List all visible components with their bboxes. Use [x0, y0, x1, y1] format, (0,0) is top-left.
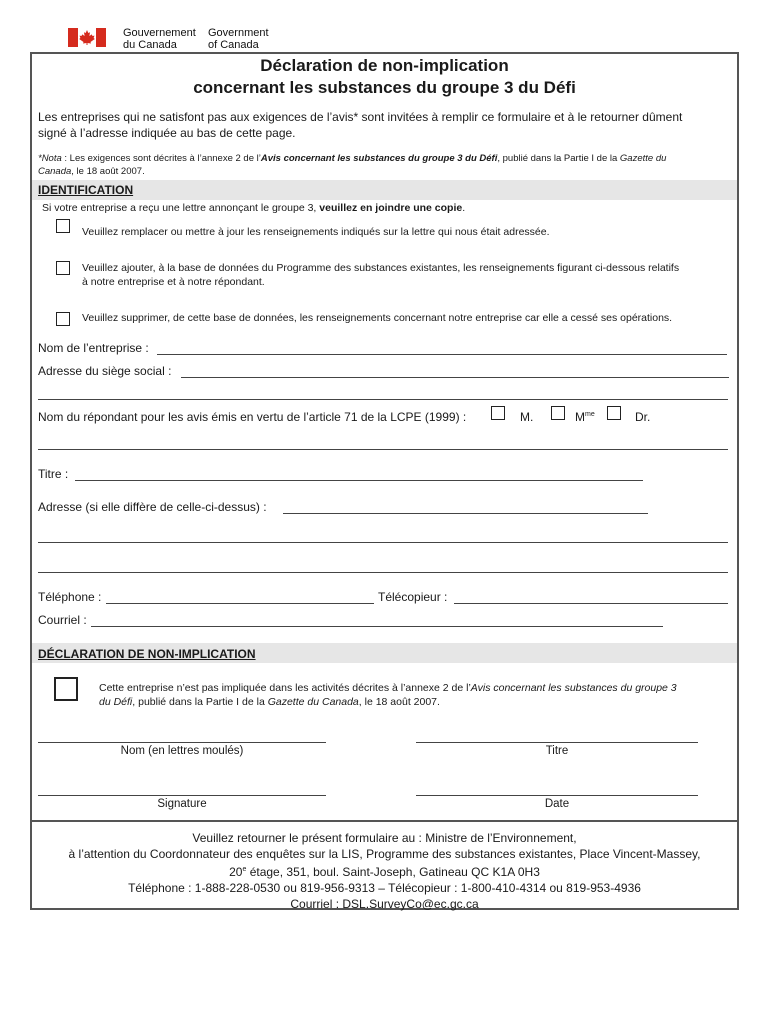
- non-involvement-checkbox[interactable]: [54, 677, 78, 701]
- identification-lead: Si votre entreprise a reçu une lettre annonçant le groupe 3, veuillez en joindre une copie.: [42, 202, 466, 214]
- alt-address-label: Adresse (si elle diffère de celle-ci-dessus) :: [38, 500, 267, 514]
- date-field[interactable]: [416, 795, 698, 796]
- email-label: Courriel :: [38, 613, 87, 627]
- head-office-address-label: Adresse du siège social :: [38, 364, 172, 378]
- phone-field[interactable]: [106, 603, 374, 604]
- signer-title-field[interactable]: [416, 742, 698, 743]
- declaration-heading: DÉCLARATION DE NON-IMPLICATION: [38, 647, 256, 661]
- phone-label: Téléphone :: [38, 590, 102, 604]
- title-dr-label: Dr.: [635, 410, 651, 424]
- job-title-label: Titre :: [38, 467, 69, 481]
- email-field[interactable]: [91, 626, 663, 627]
- footer-email: Courriel : DSL.SurveyCo@ec.gc.ca: [290, 897, 479, 911]
- company-name-label: Nom de l’entreprise :: [38, 341, 149, 355]
- footer-line-2: à l’attention du Coordonnateur des enquêtes sur la LIS, Programme des substances existantes, Place Vincent-Massey,: [68, 847, 701, 861]
- head-office-address-field-2[interactable]: [38, 399, 728, 400]
- option-add-checkbox[interactable]: [56, 261, 70, 275]
- title-dr-checkbox[interactable]: [607, 406, 621, 420]
- option-update-text: Veuillez remplacer ou mettre à jour les renseignements indiqués sur la lettre qui nous était adressée.: [82, 226, 550, 238]
- head-office-address-field[interactable]: [181, 377, 729, 378]
- fax-label: Télécopieur :: [378, 590, 448, 604]
- footer-line-4: Téléphone : 1-888-228-0530 ou 819-956-9313 – Télécopieur : 1-800-410-4314 ou 819-953-4936: [128, 881, 641, 895]
- printed-name-field[interactable]: [38, 742, 326, 743]
- title-mme-checkbox[interactable]: [551, 406, 565, 420]
- printed-name-caption: Nom (en lettres moulés): [120, 745, 244, 757]
- gov-name-fr: Gouvernement du Canada: [123, 27, 196, 51]
- form-title-line-1: Déclaration de non-implication: [260, 56, 509, 75]
- title-m-checkbox[interactable]: [491, 406, 505, 420]
- company-name-field[interactable]: [157, 354, 727, 355]
- identification-band: [32, 180, 737, 200]
- canada-flag-icon: [68, 28, 106, 47]
- fax-field[interactable]: [454, 603, 728, 604]
- form-title-line-2: concernant les substances du groupe 3 du Défi: [193, 78, 576, 97]
- intro-text: Les entreprises qui ne satisfont pas aux exigences de l’avis* sont invitées à remplir ce formulaire et à le retourner dûment signé à l’adresse indiquée au bas de cette page.: [38, 110, 683, 140]
- footer-line-3: 20e étage, 351, boul. Saint-Joseph, Gatineau QC K1A 0H3: [229, 865, 540, 879]
- alt-address-field-2[interactable]: [38, 542, 728, 543]
- alt-address-field[interactable]: [283, 513, 648, 514]
- option-update-checkbox[interactable]: [56, 219, 70, 233]
- footer-line-1: Veuillez retourner le présent formulaire au : Ministre de l’Environnement,: [192, 831, 577, 845]
- title-m-label: M.: [520, 410, 534, 424]
- date-caption: Date: [544, 798, 570, 810]
- job-title-field[interactable]: [75, 480, 643, 481]
- signature-field[interactable]: [38, 795, 326, 796]
- option-delete-checkbox[interactable]: [56, 312, 70, 326]
- respondent-label: Nom du répondant pour les avis émis en vertu de l’article 71 de la LCPE (1999) :: [38, 410, 467, 424]
- declaration-statement: Cette entreprise n’est pas impliquée dans les activités décrites à l’annexe 2 de l’Avis concernant les substances du groupe 3 du Défi, publié dans la Partie I de la Gazette du Canada, le 18 août 2007.: [99, 682, 677, 708]
- footer-divider: [30, 820, 739, 822]
- note-text: *Nota : Les exigences sont décrites à l’annexe 2 de l’Avis concernant les substances du groupe 3 du Défi, publié dans la Partie I de la Gazette du Canada, le 18 août 2007.: [38, 153, 667, 177]
- return-address-block: [30, 830, 739, 912]
- option-add-text: Veuillez ajouter, à la base de données du Programme des substances existantes, les renseignements figurant ci-dessous relatifs à notre entreprise et à notre répondant.: [82, 262, 680, 288]
- alt-address-field-3[interactable]: [38, 572, 728, 573]
- gov-name-en: Government of Canada: [208, 27, 269, 51]
- respondent-name-field[interactable]: [38, 449, 728, 450]
- identification-heading: IDENTIFICATION: [38, 183, 134, 197]
- option-delete-text: Veuillez supprimer, de cette base de données, les renseignements concernant notre entreprise car elle a cessé ses opérations.: [82, 312, 673, 324]
- signature-caption: Signature: [157, 798, 207, 810]
- title-mme-label: $M^{me}$: [575, 410, 595, 424]
- signer-title-caption: Titre: [545, 745, 569, 757]
